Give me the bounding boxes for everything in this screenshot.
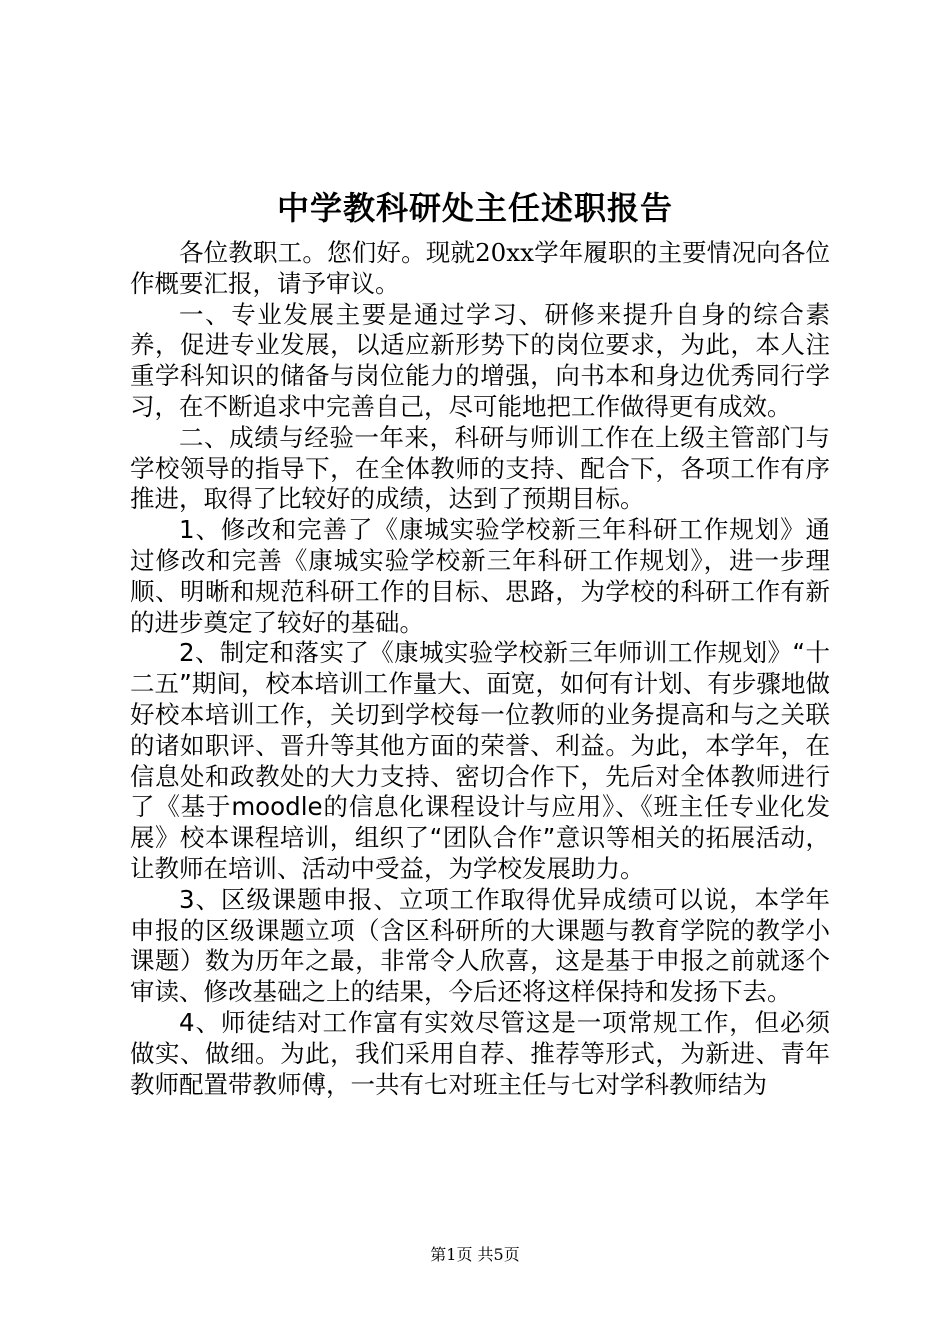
document-body: [130, 238, 830, 1100]
document-title: 中学教科研处主任述职报告: [276, 189, 673, 227]
paragraph-district-projects: 3、区级课题申报、立项工作取得优异成绩可以说，本学年申报的区级课题立项（含区科研所的大课题与教育学院的教学小课题）数为历年之最，非常令人欣喜，这是基于申报之前就逐个审读、修改基础之上的结果，今后还将这样保持和发扬下去。: [130, 884, 830, 1007]
paragraph-professional-development: 一、专业发展主要是通过学习、研修来提升自身的综合素养，促进专业发展，以适应新形势下的岗位要求，为此，本人注重学科知识的储备与岗位能力的增强，向书本和身边优秀同行学习，在不断追求中完善自己，尽可能地把工作做得更有成效。: [130, 299, 830, 421]
paragraph-research-plan: 1、修改和完善了《康城实验学校新三年科研工作规划》通过修改和完善《康城实验学校新三年科研工作规划》，进一步理顺、明晰和规范科研工作的目标、思路，为学校的科研工作有新的进步奠定了较好的基础。: [130, 515, 830, 637]
page-number-footer: 第1页 共5页: [430, 1245, 520, 1264]
paragraph-greeting: 各位教职工。您们好。现就20xx学年履职的主要情况向各位作概要汇报，请予审议。: [130, 238, 830, 298]
paragraph-training-plan: 2、制定和落实了《康城实验学校新三年师训工作规划》“十二五”期间，校本培训工作量大、面宽，如何有计划、有步骤地做好校本培训工作，关切到学校每一位教师的业务提高和与之关联的诸如职评、晋升等其他方面的荣誉、利益。为此，本学年，在信息处和政教处的大力支持、密切合作下，先后对全体教师进行了《基于moodle的信息化课程设计与应用》、《班主任专业化发展》校本课程培训，组织了“团队合作”意识等相关的拓展活动，让教师在培训、活动中受益，为学校发展助力。: [130, 638, 830, 883]
paragraph-mentoring: 4、师徒结对工作富有实效尽管这是一项常规工作，但必须做实、做细。为此，我们采用自荐、推荐等形式，为新进、青年教师配置带教师傅，一共有七对班主任与七对学科教师结为: [130, 1007, 830, 1099]
paragraph-achievements: 二、成绩与经验一年来，科研与师训工作在上级主管部门与学校领导的指导下，在全体教师的支持、配合下，各项工作有序推进，取得了比较好的成绩，达到了预期目标。: [130, 422, 830, 514]
